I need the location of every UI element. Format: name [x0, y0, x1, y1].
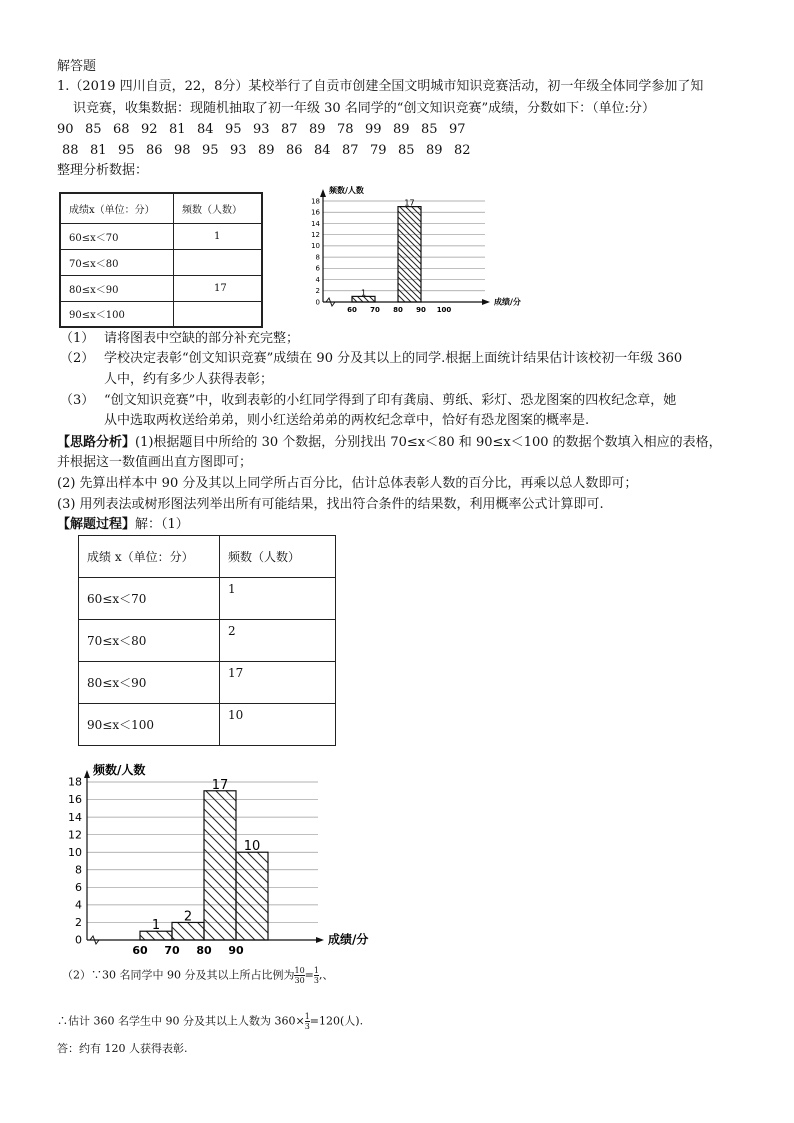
score-value: 87 — [281, 122, 298, 137]
x-tick-label: 60 — [132, 944, 148, 955]
score-value: 84 — [197, 122, 214, 137]
table2-count: 1 — [220, 578, 336, 620]
subquestion-2-number: （2） — [60, 351, 95, 366]
score-value: 78 — [337, 122, 354, 137]
solution-intro — [57, 516, 189, 534]
fraction-denominator: 30 — [294, 976, 305, 985]
fraction-numerator: 10 — [294, 966, 305, 975]
table1-count — [174, 249, 263, 275]
score-value: 95 — [118, 143, 135, 158]
score-value: 86 — [146, 143, 163, 158]
y-tick-label: 6 — [75, 881, 82, 894]
table1-range: 60≤x＜70 — [60, 223, 174, 249]
x-tick-label: 90 — [228, 944, 244, 955]
bar-value-label: 2 — [183, 909, 193, 925]
score-value: 85 — [421, 122, 438, 137]
fraction-denominator: 3 — [304, 1022, 310, 1031]
table2-count: 10 — [220, 704, 336, 746]
x-axis-label: 成绩/分 — [328, 932, 369, 947]
y-tick-label: 4 — [75, 898, 82, 912]
table2-range: 80≤x＜90 — [79, 662, 220, 704]
score-value: 89 — [393, 122, 410, 137]
y-tick-label: 2 — [315, 287, 320, 296]
analysis-line-1 — [57, 434, 722, 452]
y-tick-label: 6 — [315, 264, 320, 273]
table1-header-count: 频数（人数） — [174, 193, 263, 223]
organize-label: 整理分析数据： — [57, 163, 149, 178]
histogram-complete — [60, 755, 390, 955]
score-value: 97 — [449, 122, 466, 137]
subquestion-2-text: 学校决定表彰“创文知识竞赛”成绩在 90 分及其以上的同学.根据上面统计结果估计该校初一年级 360 — [104, 351, 683, 366]
y-tick-label: 0 — [315, 298, 320, 307]
table2-header-range: 成绩 x（单位：分） — [79, 536, 220, 578]
part2-text-prefix: （2）∵30 名同学中 90 分及其以上所占比例为 — [62, 968, 295, 982]
table1-range: 90≤x＜100 — [60, 301, 174, 327]
histogram-bar — [172, 922, 204, 940]
y-tick-label: 16 — [311, 208, 320, 217]
bar-value-label: 1 — [360, 288, 367, 298]
analysis-line-4: (3) 用列表法或树形图法列举出所有可能结果，找出符合条件的结果数，利用概率公式计算即可. — [57, 497, 604, 512]
analysis-line-3: (2) 先算出样本中 90 分及其以上同学所占百分比，估计总体表彰人数的百分比，再乘以总人数即可； — [57, 476, 638, 491]
score-value: 89 — [258, 143, 275, 158]
y-tick-label: 10 — [311, 242, 320, 251]
analysis-line-2: 并根据这一数值画出直方图即可； — [57, 455, 253, 470]
score-value: 85 — [85, 122, 102, 137]
scores-row-2 — [62, 142, 482, 160]
table2-count: 2 — [220, 620, 336, 662]
score-value: 93 — [230, 143, 247, 158]
score-value: 95 — [225, 122, 242, 137]
part2-line-1 — [62, 966, 333, 985]
y-tick-label: 12 — [311, 231, 320, 239]
score-value: 98 — [174, 143, 191, 158]
question-line-2: 识竞赛，收集数据：现随机抽取了初一年级 30 名同学的“创文知识竞赛”成绩，分数如下：（单位:分） — [73, 101, 655, 116]
y-tick-label: 16 — [68, 793, 82, 807]
x-tick-label: 70 — [164, 944, 180, 955]
score-value: 89 — [426, 143, 443, 158]
score-value: 79 — [370, 143, 387, 158]
x-tick-label: 90 — [416, 306, 426, 314]
fraction-denominator: 3 — [313, 976, 319, 985]
table1-count — [174, 301, 263, 327]
score-value: 89 — [309, 122, 326, 137]
x-axis-label: 成绩/分 — [494, 297, 521, 307]
x-tick-label: 70 — [370, 306, 380, 314]
y-tick-label: 8 — [315, 253, 320, 262]
score-value: 90 — [57, 122, 74, 137]
y-tick-label: 2 — [75, 916, 82, 930]
x-tick-label: 80 — [196, 944, 212, 955]
table2-range: 60≤x＜70 — [79, 578, 220, 620]
score-value: 86 — [286, 143, 303, 158]
answer-line: 答：约有 120 人获得表彰. — [57, 1042, 188, 1055]
score-value: 68 — [113, 122, 130, 137]
x-tick-label: 60 — [347, 306, 357, 314]
y-tick-label: 14 — [311, 219, 320, 228]
score-value: 95 — [202, 143, 219, 158]
table1-count: 17 — [174, 275, 263, 301]
histogram-incomplete — [295, 180, 555, 320]
score-value: 93 — [253, 122, 270, 137]
bar-value-label: 10 — [243, 839, 261, 855]
fraction-10-30 — [294, 966, 304, 985]
bar-value-label: 17 — [404, 198, 415, 208]
bar-value-label: 1 — [151, 918, 161, 934]
score-value: 81 — [90, 143, 107, 158]
histogram-bar — [204, 791, 236, 940]
equals-sign: = — [304, 968, 314, 982]
subquestion-2-text-cont: 人中，约有多少人获得表彰； — [104, 372, 274, 387]
fraction-numerator: 1 — [304, 1012, 310, 1021]
part2-estimate-suffix: =120(人). — [309, 1014, 364, 1028]
frequency-table-complete — [78, 535, 336, 746]
y-tick-label: 10 — [68, 845, 82, 859]
analysis-text-1: (1)根据题目中所给的 30 个数据，分别找出 70≤x＜80 和 90≤x＜100 的数据个数填入相应的表格， — [135, 435, 722, 450]
table2-range: 70≤x＜80 — [79, 620, 220, 662]
y-tick-label: 18 — [311, 197, 320, 206]
subquestion-3-text-cont: 从中选取两枚送给弟弟，则小红送给弟弟的两枚纪念章中，恰好有恐龙图案的概率是. — [104, 413, 590, 428]
y-tick-label: 8 — [75, 863, 82, 877]
y-tick-label: 4 — [315, 275, 320, 284]
table1-count: 1 — [174, 223, 263, 249]
y-tick-label: 12 — [68, 828, 82, 842]
table2-count: 17 — [220, 662, 336, 704]
subquestion-1-text: 请将图表中空缺的部分补充完整； — [104, 331, 300, 346]
subquestion-1-number: （1） — [60, 331, 95, 346]
score-value: 84 — [314, 143, 331, 158]
table1-range: 70≤x＜80 — [60, 249, 174, 275]
y-axis-arrow — [320, 189, 326, 197]
table2-header-count: 频数（人数） — [220, 536, 336, 578]
histogram-bar — [236, 852, 268, 940]
x-tick-label: 100 — [436, 306, 452, 314]
table1-range: 80≤x＜90 — [60, 275, 174, 301]
subquestion-3-text: “创文知识竞赛”中，收到表彰的小红同学得到了印有龚扇、剪纸、彩灯、恐龙图案的四枚纪念章，她 — [104, 393, 677, 408]
bar-value-label: 17 — [211, 777, 229, 793]
table2-range: 90≤x＜100 — [79, 704, 220, 746]
section-title: 解答题 — [57, 59, 97, 74]
solution-label: 【解题过程】 — [57, 517, 136, 532]
histogram-bar — [398, 207, 421, 302]
score-value: 99 — [365, 122, 382, 137]
part2-text-suffix: ,、 — [318, 968, 334, 982]
score-value: 85 — [398, 143, 415, 158]
score-value: 88 — [62, 143, 79, 158]
y-axis-arrow — [84, 770, 90, 778]
question-line-1: 1.（2019 四川自贡，22，8分）某校举行了自贡市创建全国文明城市知识竞赛活动，初一年级全体同学参加了知 — [57, 79, 704, 94]
part2-line-2 — [57, 1012, 363, 1031]
y-axis-label: 频数/人数 — [93, 763, 146, 777]
x-axis-arrow — [316, 937, 324, 943]
y-tick-label: 0 — [75, 933, 82, 947]
score-value: 92 — [141, 122, 158, 137]
subquestion-3-number: （3） — [60, 393, 95, 408]
score-value: 87 — [342, 143, 359, 158]
analysis-label: 【思路分析】 — [57, 435, 136, 450]
x-axis-arrow — [482, 299, 490, 305]
score-value: 82 — [454, 143, 471, 158]
y-tick-label: 18 — [68, 775, 82, 789]
frequency-table-blank — [59, 192, 263, 328]
scores-row-1 — [57, 121, 477, 139]
y-tick-label: 14 — [68, 810, 82, 824]
table1-header-range: 成绩x（单位：分） — [60, 193, 174, 223]
fraction-numerator: 1 — [313, 966, 319, 975]
y-axis-label: 频数/人数 — [329, 186, 364, 195]
solution-intro-text: 解：（1） — [135, 517, 189, 532]
score-value: 81 — [169, 122, 186, 137]
part2-estimate-prefix: ∴估计 360 名学生中 90 分及其以上人数为 360× — [57, 1014, 305, 1028]
x-tick-label: 80 — [393, 306, 403, 314]
